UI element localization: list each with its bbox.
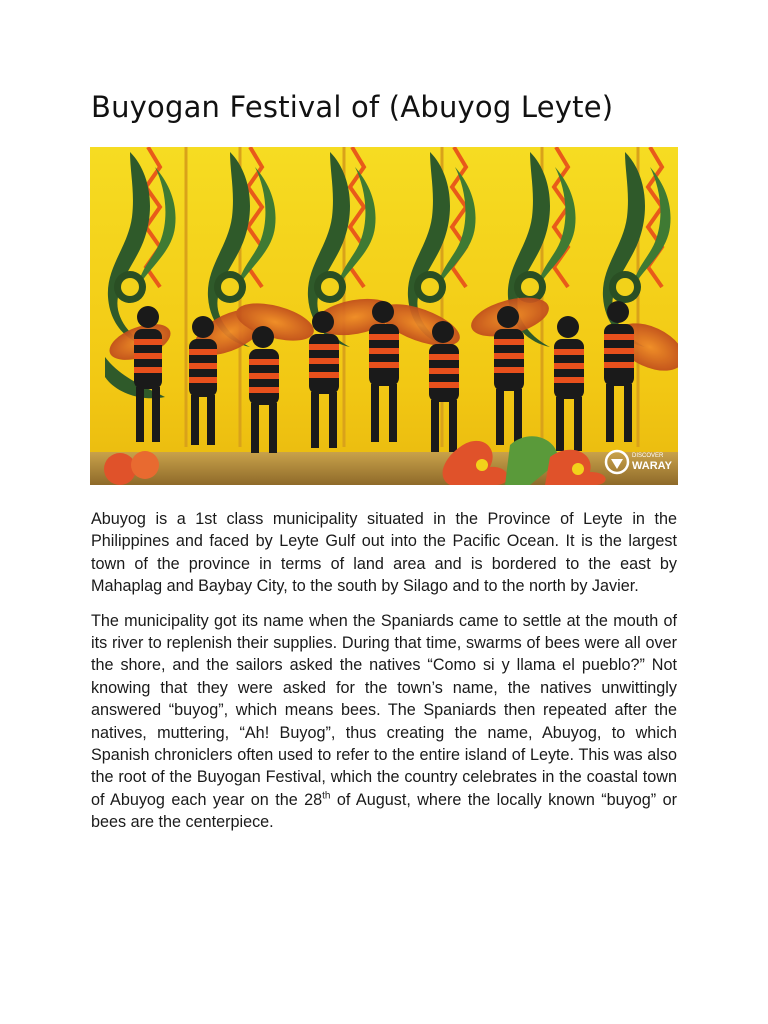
page-title: Buyogan Festival of (Abuyog Leyte) [91, 90, 614, 124]
article-body [91, 508, 677, 846]
paragraph-2 [91, 610, 677, 834]
festival-photo-drawing [90, 147, 678, 485]
ordinal-suffix: th [322, 790, 331, 802]
paragraph-2-text: The municipality got its name when the Spaniards came to settle at the mouth of its river to replenish their supplies. During that time, swarms of bees were all over the shore, and the sailors asked the natives “Como si y llama el pueblo?” Not knowing that they were asked for the town’s name, the natives unwittingly answered “buyog”, which means bees. The Spaniards then repeated after the natives, muttering, “Ah! Buyog”, thus creating the name, Abuyog, to which Spanish chroniclers often used to refer to the entire island of Leyte. This was also the root of the Buyogan Festival, which the country celebrates in the coastal town of Abuyog each year on the 28 [91, 611, 677, 809]
watermark-small-text: DISCOVER [632, 453, 664, 459]
festival-photo [90, 147, 678, 485]
paragraph-1: Abuyog is a 1st class municipality situated in the Province of Leyte in the Philippines and faced by Leyte Gulf out into the Pacific Ocean. It is the largest town of the province in terms of land area and is bordered to the east by Mahaplag and Baybay City, to the south by Silago and to the north by Javier. [91, 510, 677, 596]
paragraph-2-text-end: of August, where the locally known “buyog” or bees are the centerpiece. [91, 790, 677, 832]
watermark-text: WARAY [632, 460, 672, 472]
